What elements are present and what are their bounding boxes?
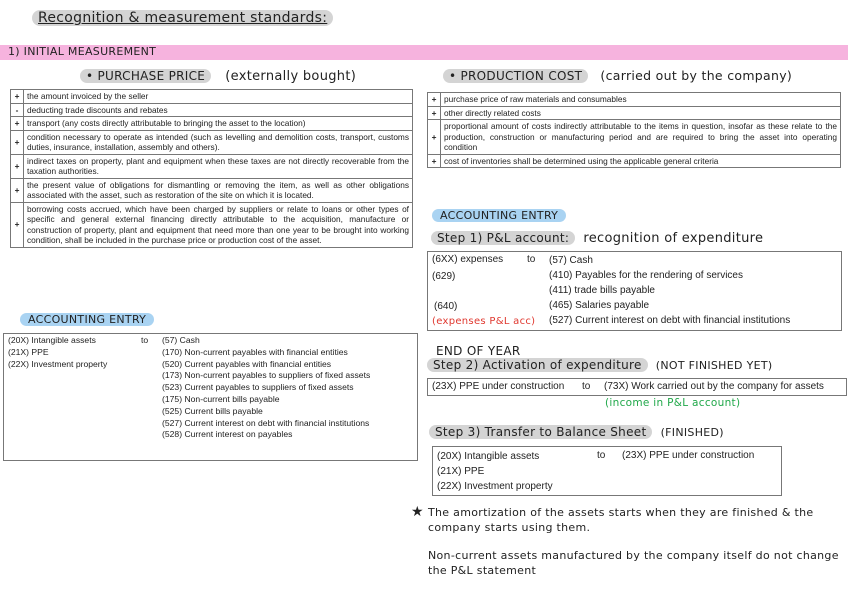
page-title bbox=[32, 10, 333, 26]
purchase-price-heading bbox=[80, 69, 356, 84]
step2-to: to bbox=[582, 381, 591, 392]
step3-box bbox=[432, 446, 782, 496]
table-row bbox=[11, 154, 413, 178]
step2-note: (NOT FINISHED YET) bbox=[655, 359, 773, 372]
credit-account: (170) Non-current payables with financial entities bbox=[162, 346, 348, 357]
debit-account: (20X) Intangible assets bbox=[8, 335, 96, 345]
step1-note: recognition of expenditure bbox=[583, 231, 764, 246]
row-text: proportional amount of costs indirectly attributable to the items in question, insofar as these relate to the production, construction or manufacturing period and are required to bring the asset into operating condition bbox=[441, 120, 841, 155]
left-entry-heading-text: ACCOUNTING ENTRY bbox=[20, 313, 154, 326]
purchase-price-label: • PURCHASE PRICE bbox=[80, 69, 211, 83]
step1-box bbox=[427, 251, 842, 331]
step1-code-629: (629) bbox=[432, 271, 456, 282]
left-entry-box bbox=[3, 333, 418, 461]
right-entry-heading-text: ACCOUNTING ENTRY bbox=[432, 209, 566, 222]
row-sign: + bbox=[428, 93, 441, 107]
row-text: purchase price of raw materials and consumables bbox=[441, 93, 841, 107]
table-row bbox=[428, 120, 841, 155]
table-row bbox=[428, 106, 841, 120]
production-cost-table bbox=[427, 92, 841, 168]
credit-account: (411) trade bills payable bbox=[549, 285, 655, 296]
row-text: borrowing costs accrued, which have been charged by suppliers or relate to loans or other types of specific and general external financing directly attributable to the acquisition, manufacture or construction of property, plant and equipment that need more than one year to be brought into working condition, shall be included in the purchase price or production cost of the asset. bbox=[24, 202, 413, 247]
row-sign: - bbox=[11, 103, 24, 117]
table-row bbox=[11, 117, 413, 131]
left-entry-debits bbox=[8, 335, 107, 370]
page-title-text: Recognition & measurement standards: bbox=[32, 10, 333, 26]
row-sign: + bbox=[11, 154, 24, 178]
table-row bbox=[11, 103, 413, 117]
amortization-note: The amortization of the assets starts when they are finished & the company starts using them. bbox=[428, 506, 814, 534]
row-text: the amount invoiced by the seller bbox=[24, 90, 413, 104]
star-icon: ★ bbox=[411, 503, 424, 519]
debit-account: (22X) Investment property bbox=[437, 481, 553, 492]
left-entry-to: to bbox=[141, 335, 149, 345]
left-entry-credits bbox=[162, 335, 370, 441]
step3-label: Step 3) Transfer to Balance Sheet bbox=[429, 425, 652, 439]
credit-account: (523) Current payables to suppliers of fixed assets bbox=[162, 382, 354, 393]
purchase-price-table bbox=[10, 89, 413, 248]
row-text: cost of inventories shall be determined using the applicable general criteria bbox=[441, 154, 841, 168]
row-sign: + bbox=[11, 202, 24, 247]
table-row bbox=[11, 130, 413, 154]
step3-debits bbox=[437, 449, 553, 494]
row-sign: + bbox=[11, 130, 24, 154]
end-of-year-label: END OF YEAR bbox=[436, 344, 521, 358]
step2-heading bbox=[427, 358, 772, 372]
step2-box bbox=[427, 378, 847, 396]
credit-account: (173) Non-current payables to suppliers of fixed assets bbox=[162, 370, 371, 381]
debit-account: (21X) PPE bbox=[437, 466, 485, 477]
row-text: other directly related costs bbox=[441, 106, 841, 120]
table-row bbox=[11, 202, 413, 247]
credit-account: (465) Salaries payable bbox=[549, 300, 650, 311]
row-sign: + bbox=[428, 154, 441, 168]
debit-account: (21X) PPE bbox=[8, 346, 49, 357]
row-text: condition necessary to operate as intended (such as levelling and demolition costs, transport, customs duties, insurance, installation, assembly and others). bbox=[24, 130, 413, 154]
credit-account: (528) Current interest on payables bbox=[162, 429, 293, 440]
production-cost-note: (carried out by the company) bbox=[600, 68, 793, 83]
row-text: the present value of obligations for dismantling or removing the item, as well as other obligations associated with the asset, such as restoration of the site on which it is located. bbox=[24, 178, 413, 202]
credit-account: (527) Current interest on debt with financial institutions bbox=[162, 417, 370, 428]
credit-account: (57) Cash bbox=[549, 255, 593, 266]
right-entry-heading bbox=[432, 209, 566, 222]
step3-credit: (23X) PPE under construction bbox=[622, 450, 755, 461]
row-sign: + bbox=[11, 90, 24, 104]
step3-to: to bbox=[597, 450, 606, 461]
step1-credits bbox=[549, 253, 790, 328]
step1-debit: (6XX) expenses bbox=[432, 254, 504, 265]
production-cost-heading bbox=[443, 68, 792, 83]
table-row bbox=[11, 178, 413, 202]
step2-label: Step 2) Activation of expenditure bbox=[427, 358, 648, 372]
step1-to: to bbox=[527, 254, 536, 265]
step1-code-640: (640) bbox=[434, 301, 458, 312]
table-row bbox=[428, 154, 841, 168]
row-text: deducting trade discounts and rebates bbox=[24, 103, 413, 117]
credit-account: (57) Cash bbox=[162, 335, 200, 345]
row-sign: + bbox=[428, 120, 441, 155]
section-bar bbox=[0, 45, 848, 60]
table-row bbox=[11, 90, 413, 104]
step1-red-note: (expenses P&L acc) bbox=[432, 316, 536, 327]
step3-heading bbox=[429, 425, 724, 439]
step1-heading bbox=[431, 231, 763, 246]
table-row bbox=[428, 93, 841, 107]
row-sign: + bbox=[11, 178, 24, 202]
credit-account: (410) Payables for the rendering of services bbox=[549, 270, 743, 281]
row-sign: + bbox=[11, 117, 24, 131]
step3-note: (FINISHED) bbox=[660, 426, 724, 439]
credit-account: (527) Current interest on debt with financial institutions bbox=[549, 315, 791, 326]
row-text: transport (any costs directly attributable to bringing the asset to the location) bbox=[24, 117, 413, 131]
step2-debit: (23X) PPE under construction bbox=[432, 381, 565, 392]
row-sign: + bbox=[428, 106, 441, 120]
step1-label: Step 1) P&L account: bbox=[431, 231, 575, 245]
row-text: indirect taxes on property, plant and equipment when these taxes are not directly recoverable from the taxation authorities. bbox=[24, 154, 413, 178]
debit-account: (20X) Intangible assets bbox=[437, 451, 540, 462]
non-current-note: Non-current assets manufactured by the company itself do not change the P&L statement bbox=[428, 549, 839, 577]
step2-green-note: (income in P&L account) bbox=[605, 397, 741, 409]
debit-account: (22X) Investment property bbox=[8, 358, 108, 369]
credit-account: (525) Current bills payable bbox=[162, 405, 263, 416]
credit-account: (520) Current payables with financial entities bbox=[162, 358, 332, 369]
purchase-price-note: (externally bought) bbox=[225, 69, 357, 84]
credit-account: (175) Non-current bills payable bbox=[162, 393, 280, 404]
step2-credit: (73X) Work carried out by the company for assets bbox=[604, 381, 824, 392]
left-entry-heading bbox=[20, 313, 154, 326]
section-heading: 1) INITIAL MEASUREMENT bbox=[8, 45, 157, 58]
production-cost-label: • PRODUCTION COST bbox=[443, 69, 588, 83]
